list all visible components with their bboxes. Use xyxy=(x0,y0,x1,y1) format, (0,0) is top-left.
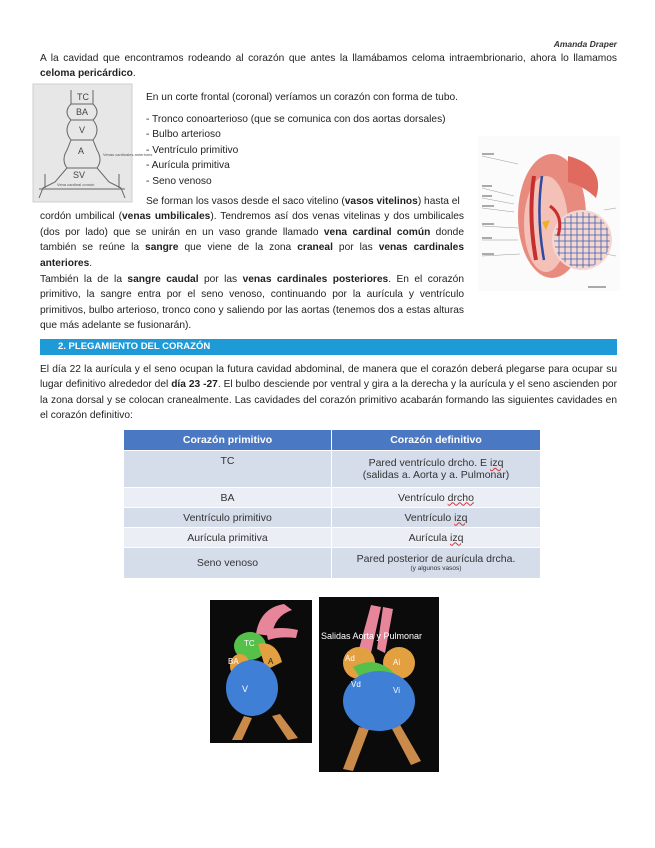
veins-bold-3: vena cardinal común xyxy=(323,226,431,238)
caudal-text-1: También la de la xyxy=(40,274,128,285)
part-item: - Ventrículo primitivo xyxy=(146,144,239,156)
heart1-label-v: V xyxy=(242,684,249,694)
table-row xyxy=(124,528,541,548)
veins-bold-6: venas cardinales anteriores xyxy=(40,242,464,269)
veins-text-7: . xyxy=(89,257,93,269)
cell-text-underlined: drcho xyxy=(447,491,474,504)
heart-tube-figure xyxy=(33,84,153,202)
pleg-text-1: El día 22 la aurícula y el seno ocupan la futura cavidad abdominal, de manera que el corazón deberá plegarse para ocupar su lugar definitivo alrededor del xyxy=(40,364,617,391)
table-cell xyxy=(332,488,541,508)
veins-text-5: que viene de la zona xyxy=(178,242,298,254)
table-row xyxy=(124,508,541,528)
cell-text: Pared ventrículo drcho. E xyxy=(368,457,490,469)
pleg-text-2: . El bulbo desciende por ventral y gira a la derecha y la aurícula y el seno ascienden por la zona dorsal y se colocan cranealmente. Las cavidades del corazón primitivo acabarán formando las siguientes cavidades en el corazón definitivo: xyxy=(40,379,617,422)
veins-text-2: cordón umbilical ( xyxy=(40,211,123,223)
caudal-text-3: . En el corazón primitivo, la sangre entra por el seno venoso, continuando por la aurícula y ventrículo primitivos, bulbo arterioso, tronco cono y saliendo por las aortas (tenemos dos a estas alturas que más adelante se fusionarán). xyxy=(40,274,464,332)
cell-text: Aurícula xyxy=(408,531,450,544)
veins-bold-5: craneal xyxy=(297,242,333,254)
veins-bold-4: sangre xyxy=(145,242,179,254)
cell-text: Ventrículo xyxy=(404,511,455,524)
table-row xyxy=(124,548,541,578)
caudal-paragraph xyxy=(40,272,464,334)
cavities-table xyxy=(124,430,541,578)
veins-text-4: donde también se reúne la xyxy=(40,226,464,254)
heart1-label-a: A xyxy=(268,657,274,666)
fig1-label-v: V xyxy=(79,125,86,135)
fig1-label-tc: TC xyxy=(77,92,89,102)
heart-tube-diagram xyxy=(33,84,153,202)
table-cell: TC xyxy=(124,451,332,488)
cell-subtext: (salidas a. Aorta y a. Pulmonar) xyxy=(362,469,510,481)
author-name: Amanda Draper xyxy=(553,39,617,49)
caudal-bold-2: venas cardinales posteriores xyxy=(242,274,389,285)
table-cell xyxy=(332,528,541,548)
heart-parts-list xyxy=(146,112,476,189)
heart2-title: Salidas Aorta y Pulmonar xyxy=(321,631,423,641)
table-header-row xyxy=(124,430,541,451)
table-row xyxy=(124,451,541,488)
veins-text-3: ). Tendremos así dos venas vitelinas y dos umbilicales (dos por lado) que se unirán en un vaso grande llamado xyxy=(40,211,464,238)
table-cell: Aurícula primitiva xyxy=(124,528,332,548)
section-heading xyxy=(40,339,617,355)
veins-bold-1: vasos vitelinos xyxy=(344,196,418,207)
pleg-bold-1: día 23 -27 xyxy=(171,379,218,391)
heart-model-front xyxy=(210,600,312,743)
heart2-label-vd: Vd xyxy=(351,680,361,689)
heart-model-definitive-diagram xyxy=(319,597,439,772)
fig1-label-a: A xyxy=(78,146,85,156)
heart2-label-ad: Ad xyxy=(345,654,355,663)
part-item: - Tronco conoarterioso (que se comunica con dos aortas dorsales) xyxy=(146,114,446,125)
intro-paragraph xyxy=(40,51,617,82)
heart-model-definitive xyxy=(319,597,439,772)
embryo-illustration xyxy=(478,136,620,291)
fig1-bottom-label: Vena cardinal común xyxy=(57,182,95,187)
table-header-definitive: Corazón definitivo xyxy=(332,430,541,451)
part-item: - Aurícula primitiva xyxy=(146,160,230,172)
fig1-label-ba: BA xyxy=(76,107,89,117)
embryo-circulation-diagram xyxy=(478,136,620,291)
veins-text-1: Se forman los vasos desde el saco vitelino ( xyxy=(146,196,345,207)
heart2-label-vi: Vi xyxy=(393,686,400,695)
cell-text-underlined: izq xyxy=(450,531,464,544)
heart1-label-ba: BA xyxy=(228,657,239,666)
veins-text-6: por las xyxy=(332,242,379,254)
veins-text-lead-end: ) hasta el xyxy=(417,196,460,207)
table-row xyxy=(124,488,541,508)
part-item: - Bulbo arterioso xyxy=(146,129,221,141)
fig1-label-sv: SV xyxy=(73,170,86,180)
table-cell xyxy=(332,451,541,488)
heart2-label-ai: Ai xyxy=(393,658,401,667)
cell-subtext: (y algunos vasos) xyxy=(410,564,462,572)
table-cell xyxy=(332,508,541,528)
coronal-sentence: En un corte frontal (coronal) veríamos un corazón con forma de tubo. xyxy=(146,92,459,103)
plegamiento-paragraph xyxy=(40,362,617,424)
intro-end: . xyxy=(132,68,136,80)
heart1-label-tc: TC xyxy=(244,639,255,648)
cell-text-underlined: izq xyxy=(489,457,504,469)
veins-paragraph xyxy=(40,209,464,271)
intro-text: A la cavidad que encontramos rodeando al corazón que antes la llamábamos celoma intraembrionario, ahora lo llamamos xyxy=(40,53,617,64)
section-title: 2. PLEGAMIENTO DEL CORAZÓN xyxy=(58,341,211,352)
caudal-bold-1: sangre caudal xyxy=(127,274,199,285)
table-cell: Ventrículo primitivo xyxy=(124,508,332,528)
cell-text-underlined: izq xyxy=(454,511,468,524)
table-cell: BA xyxy=(124,488,332,508)
veins-paragraph-lead xyxy=(146,194,464,209)
table-cell xyxy=(332,548,541,578)
caudal-text-2: por las xyxy=(198,274,243,285)
cell-text: Pared posterior de aurícula drcha. xyxy=(356,552,516,565)
veins-bold-2: venas umbilicales xyxy=(122,211,211,223)
heart-model-front-diagram xyxy=(210,600,312,743)
cell-text: Ventrículo xyxy=(398,491,448,504)
part-item: - Seno venoso xyxy=(146,175,212,187)
table-cell: Seno venoso xyxy=(124,548,332,578)
fig1-side-label: Venas cardinales anteriores xyxy=(103,152,153,157)
intro-bold: celoma pericárdico xyxy=(40,68,133,80)
table-header-primitive: Corazón primitivo xyxy=(124,430,332,451)
